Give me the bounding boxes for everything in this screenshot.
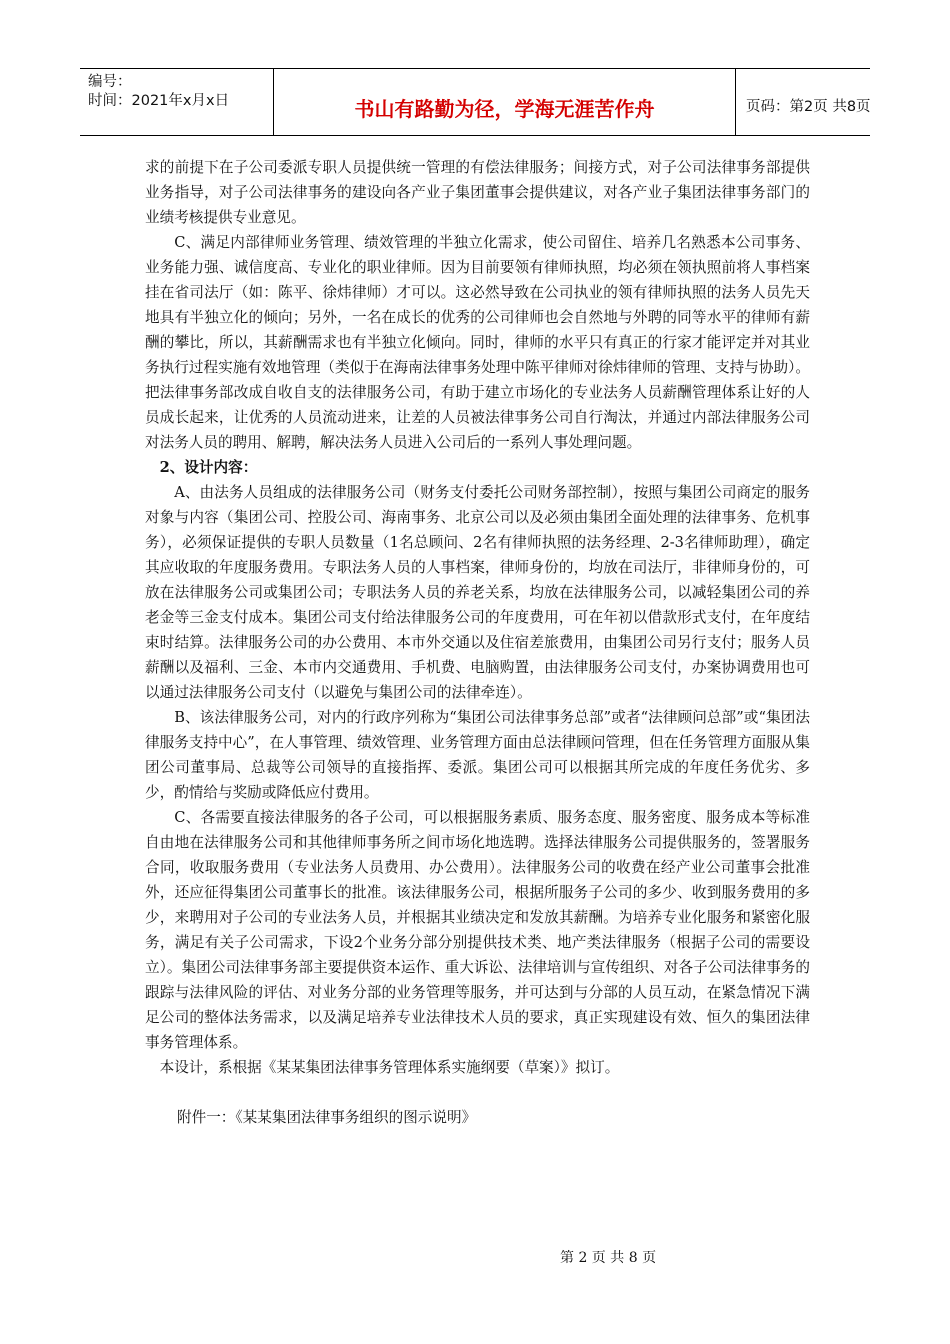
paragraph-b-administrative-sequence: B、该法律服务公司，对内的行政序列称为“集团公司法律事务总部”或者“法律顾问总部”或“集团法律服务支持中心”，在人事管理、绩效管理、业务管理方面由总法律顾问管理，但在任务管理方面服从集团公司董事局、总裁等公司领导的直接指挥、委派。集团公司可以根据其所完成的年度任务优劣、多少，酌情给与奖励或降低应付费用。 (145, 709, 810, 801)
paragraph-c-subsidiaries: C、各需要直接法律服务的各子公司，可以根据服务素质、服务态度、服务密度、服务成本等标准自由地在法律服务公司和其他律师事务所之间市场化地选聘。选择法律服务公司提供服务的，签署服务合同，收取服务费用（专业法务人员费用、办公费用）。法律服务公司的收费在经产业公司董事会批准外，还应征得集团公司董事长的批准。该法律服务公司，根据所服务子公司的多少、收到服务费用的多少，来聘用对子公司的专业法务人员，并根据其业绩决定和发放其薪酬。为培养专业化服务和紧密化服务，满足有关子公司需求，下设2个业务分部分别提供技术类、地产类法律服务（根据子公司的需要设立）。集团公司法律事务部主要提供资本运作、重大诉讼、法律培训与宣传组织、对各子公司法律事务的跟踪与法律风险的评估、对业务分部的业务管理等服务，并可达到与分部的人员互动，在紧急情况下满足公司的整体法务需求，以及满足培养专业法律技术人员的要求，真正实现建设有效、恒久的集团法律事务管理体系。 (145, 809, 810, 1051)
paragraph-a-legal-service-company: A、由法务人员组成的法律服务公司（财务支付委托公司财务部控制），按照与集团公司商定的服务对象与内容（集团公司、控股公司、海南事务、北京公司以及必须由集团全面处理的法律事务、危机事务），必须保证提供的专职人员数量（1名总顾问、2名有律师执照的法务经理、2-3名律师助理），确定其应收取的年度服务费用。专职法务人员的人事档案，律师身份的，均放在司法厅，非律师身份的，可放在法律服务公司或集团公司；专职法务人员的养老关系，均放在法律服务公司，以减轻集团公司的养老金等三金支付成本。集团公司支付给法律服务公司的年度费用，可在年初以借款形式支付，在年度结束时结算。法律服务公司的办公费用、本市外交通以及住宿差旅费用，由集团公司另行支付；服务人员薪酬以及福利、三金、本市内交通费用、手机费、电脑购置，由法律服务公司支付，办案协调费用也可以通过法律服务公司支付（以避免与集团公司的法律牵连）。 (145, 484, 810, 701)
header-page-cell (736, 69, 870, 135)
document-body (145, 155, 810, 1130)
paragraph-c-internal-lawyers: C、满足内部律师业务管理、绩效管理的半独立化需求，使公司留住、培养几名熟悉本公司事务、业务能力强、诚信度高、专业化的职业律师。因为目前要领有律师执照，均必须在领执照前将人事档案挂在省司法厅（如：陈平、徐炜律师）才可以。这必然导致在公司执业的领有律师执照的法务人员先天地具有半独立化的倾向；另外，一名在成长的优秀的公司律师也会自然地与外聘的同等水平的律师有薪酬的攀比，所以，其薪酬需求也有半独立化倾向。同时，律师的水平只有真正的行家才能评定并对其业务执行过程实施有效地管理（类似于在海南法律事务处理中陈平律师对徐炜律师的管理、支持与协助）。把法律事务部改成自收自支的法律服务公司，有助于建立市场化的专业法务人员薪酬管理体系让好的人员成长起来，让优秀的人员流动进来，让差的人员被法律事务公司自行淘汰，并通过内部法律服务公司对法务人员的聘用、解聘，解决法务人员进入公司后的一系列人事处理问题。 (145, 234, 810, 451)
page-footer: 第 2 页 共 8 页 (560, 1250, 657, 1266)
paragraph-continued: 求的前提下在子公司委派专职人员提供统一管理的有偿法律服务；间接方式，对子公司法律事务部提供业务指导，对子公司法律事务的建设向各产业子集团董事会提供建议，对各产业子集团法律事务部门的业绩考核提供专业意见。 (145, 159, 810, 226)
document-code-label: 编号： (88, 74, 132, 90)
page-header (80, 68, 870, 136)
attachment-reference: 附件一：《某某集团法律事务组织的图示说明》 (177, 1109, 477, 1126)
paragraph-design-basis: 本设计，系根据《某某集团法律事务管理体系实施纲要（草案）》拟订。 (159, 1059, 620, 1076)
spacer (145, 1080, 810, 1105)
header-meta (80, 69, 274, 135)
header-page-number: 页码：第2页 共8页 (746, 99, 871, 115)
document-date: 时间：2021年x月x日 (88, 93, 230, 109)
section-heading-design-content: 2、设计内容： (159, 459, 258, 476)
header-motto-cell (274, 69, 736, 135)
header-motto: 书山有路勤为径，学海无涯苦作舟 (354, 97, 655, 121)
